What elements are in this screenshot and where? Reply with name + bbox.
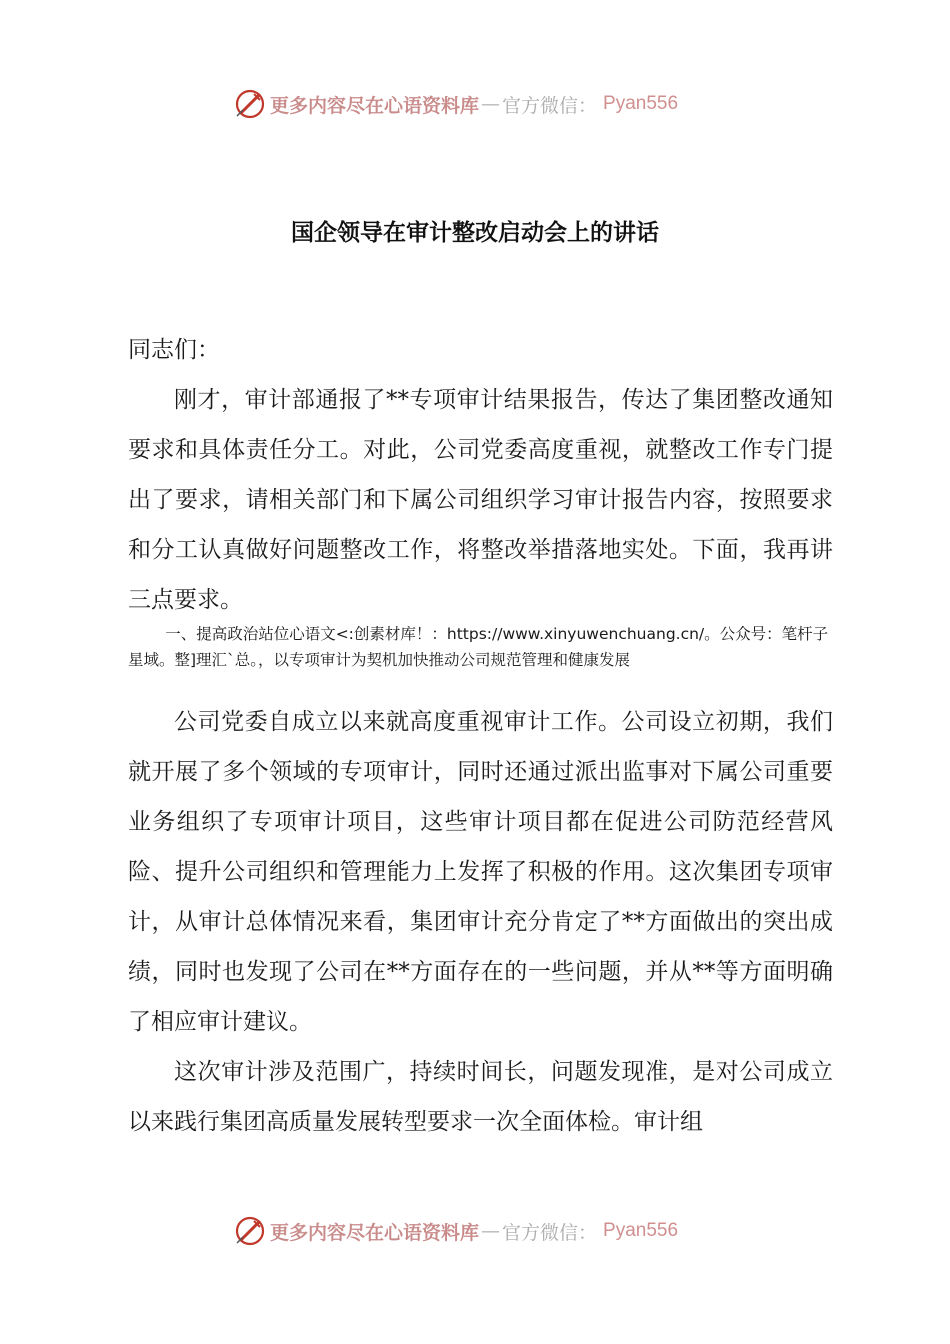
page-title: 国企领导在审计整改启动会上的讲话 — [291, 220, 659, 246]
header-banner — [232, 84, 752, 124]
banner-official: 官方微信： — [502, 94, 598, 117]
banner-dash: — — [481, 1220, 501, 1242]
section-heading-1: 一、提高政治站位心语文<:创素材库！：https://www.xinyuwenchuang.cn/。公众号：笔杆子星域。整]理汇`总。，以专项审计为契机加快推动公司规范管理和健康发展 — [128, 625, 829, 669]
paragraph-3: 这次审计涉及范围广，持续时间长，问题发现准，是对公司成立以来践行集团高质量发展转型要求一次全面体检。审计组 — [128, 1059, 833, 1135]
banner-brand: 更多内容尽在心语资料库 — [270, 94, 480, 117]
paragraph-1: 刚才，审计部通报了**专项审计结果报告，传达了集团整改通知要求和具体责任分工。对此，公司党委高度重视，就整改工作专门提出了要求，请相关部门和下属公司组织学习审计报告内容，按照要求和分工认真做好问题整改工作，将整改举措落地实处。下面，我再讲三点要求。 — [128, 387, 833, 613]
banner-brand: 更多内容尽在心语资料库 — [270, 1221, 480, 1244]
banner-wechat-id: Pyan556 — [603, 93, 679, 114]
banner-official: 官方微信： — [502, 1221, 598, 1244]
pen-logo-icon — [232, 1213, 268, 1249]
footer-banner — [232, 1211, 752, 1251]
document-body-bottom — [128, 697, 833, 1147]
banner-wechat-id: Pyan556 — [603, 1220, 679, 1241]
salutation: 同志们： — [128, 337, 220, 363]
banner-dash: — — [481, 93, 501, 115]
document-body-top — [128, 325, 833, 625]
pen-logo-icon — [232, 86, 268, 122]
paragraph-2: 公司党委自成立以来就高度重视审计工作。公司设立初期，我们就开展了多个领域的专项审计，同时还通过派出监事对下属公司重要业务组织了专项审计项目，这些审计项目都在促进公司防范经营风险、提升公司组织和管理能力上发挥了积极的作用。这次集团专项审计，从审计总体情况来看，集团审计充分肯定了**方面做出的突出成绩，同时也发现了公司在**方面存在的一些问题，并从**等方面明确了相应审计建议。 — [128, 709, 833, 1035]
